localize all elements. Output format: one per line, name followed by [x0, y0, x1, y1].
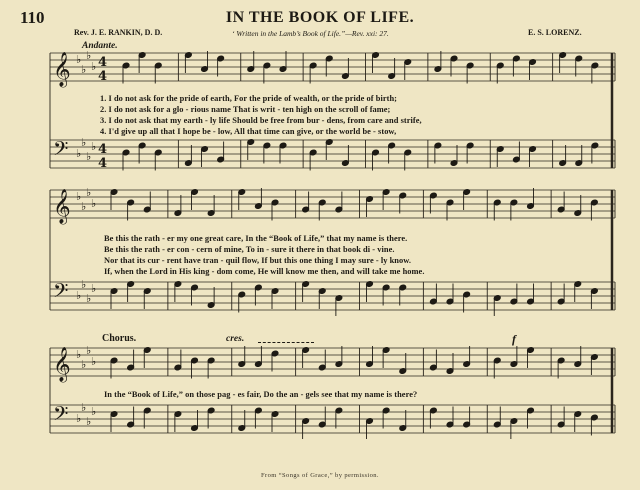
flat-icon: ♭: [76, 289, 82, 302]
time-signature-bottom: 4: [98, 156, 108, 171]
flat-icon: ♭: [76, 147, 82, 160]
flat-icon: ♭: [86, 415, 92, 428]
flat-icon: ♭: [86, 150, 92, 163]
bass-clef-icon: 𝄢: [53, 137, 69, 165]
tempo-marking: Andante.: [82, 41, 118, 51]
bass-clef-icon: 𝄢: [53, 279, 69, 307]
verse-3-line-1: 3. I do not ask that my earth - ly life Should be free from bur - dens, from care and strife,: [100, 116, 422, 125]
permission-credit: From “Songs of Grace,” by permission.: [261, 472, 379, 479]
flat-icon: ♭: [81, 63, 87, 76]
flat-icon: ♭: [76, 190, 82, 203]
page-number: 110: [20, 8, 45, 27]
flat-icon: ♭: [81, 278, 87, 291]
cres-marking: cres.: [226, 334, 245, 344]
treble-clef-icon: 𝄞: [53, 347, 71, 382]
flat-icon: ♭: [91, 405, 97, 418]
flat-icon: ♭: [81, 401, 87, 414]
forte-marking: f: [512, 332, 516, 346]
treble-clef-icon: 𝄞: [53, 189, 71, 224]
flat-icon: ♭: [81, 200, 87, 213]
flat-icon: ♭: [76, 53, 82, 66]
time-signature-top: 4: [98, 55, 108, 70]
verse-1-line-1: 1. I do not ask for the pride of earth, For the pride of wealth, or the pride of birth;: [100, 94, 397, 103]
verse-2-line-2: Be this the rath - er con - cern of mine, To in - sure it there in that book di - vine.: [104, 245, 395, 254]
verse-4-line-1: 4. I'd give up all that I hope be - low, All that time can give, or the world be - stow,: [100, 127, 397, 136]
flat-icon: ♭: [76, 412, 82, 425]
cres-dashes: [258, 342, 314, 343]
time-signature-top: 4: [98, 142, 108, 157]
flat-icon: ♭: [91, 355, 97, 368]
time-signature-bottom: 4: [98, 69, 108, 84]
verse-3-line-2: Nor that its cur - rent have tran - quil flow, If but this one thing I may sure - ly know.: [104, 256, 412, 265]
treble-clef-icon: 𝄞: [53, 52, 71, 87]
author-credit: Rev. J. E. RANKIN, D. D.: [74, 28, 163, 37]
flat-icon: ♭: [76, 348, 82, 361]
flat-icon: ♭: [86, 344, 92, 357]
verse-1-line-2: Be this the rath - er my one great care, In the “Book of Life,” that my name is there.: [104, 234, 408, 243]
chorus-lyric: In the “Book of Life,” on those pag - es fair, Do the an - gels see that my name is there?: [104, 390, 418, 399]
bass-clef-icon: 𝄢: [53, 402, 69, 430]
verse-4-line-2: If, when the Lord in His king - dom come, He will know me then, and will take me home.: [104, 267, 425, 276]
clefs-and-signatures: [53, 49, 107, 430]
flat-icon: ♭: [81, 358, 87, 371]
flat-icon: ♭: [86, 49, 92, 62]
flat-icon: ♭: [86, 292, 92, 305]
flat-icon: ♭: [91, 197, 97, 210]
flat-icon: ♭: [86, 186, 92, 199]
flat-icon: ♭: [91, 140, 97, 153]
flat-icon: ♭: [91, 282, 97, 295]
flat-icon: ♭: [91, 60, 97, 73]
scripture-epigraph: ‘ Written in the Lamb’s Book of Life.”—Rev. xxi: 27.: [232, 29, 389, 38]
chorus-label: Chorus.: [102, 333, 137, 344]
verse-2-line-1: 2. I do not ask for a glo - rious name That is writ - ten high on the scroll of fame;: [100, 105, 391, 114]
hymn-title: IN THE BOOK OF LIFE.: [225, 9, 415, 26]
flat-icon: ♭: [81, 136, 87, 149]
composer-credit: E. S. LORENZ.: [528, 28, 582, 37]
